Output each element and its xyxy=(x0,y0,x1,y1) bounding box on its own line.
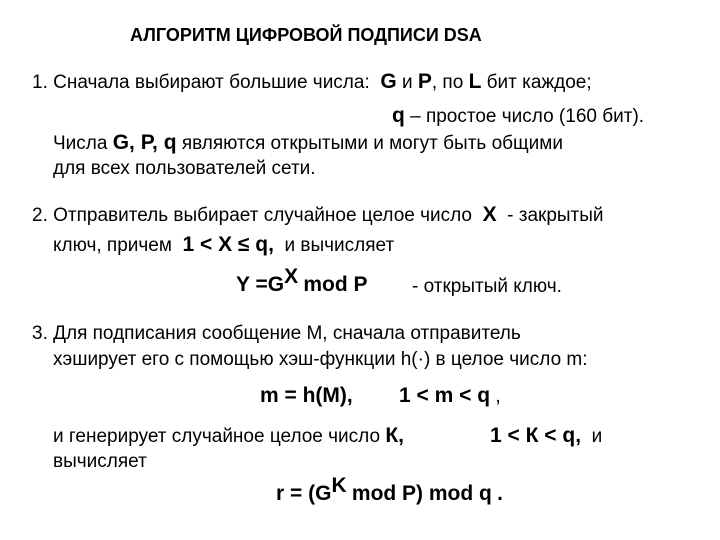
private-key-label: - закрытый xyxy=(507,205,604,226)
m-range xyxy=(399,384,501,409)
word-and-2: и xyxy=(591,426,603,447)
numbers-word: Числа xyxy=(53,133,108,154)
word-and: и xyxy=(401,72,413,93)
var-P: P xyxy=(417,70,432,93)
sender-chooses: 2. Отправитель выбирает случайное целое число xyxy=(32,205,472,226)
step3-line1: 3. Для подписания сообщение М, сначала отправитель xyxy=(32,323,521,344)
var-G: G xyxy=(380,70,397,93)
formula-m: m = h(M), xyxy=(260,384,353,407)
step1-line1 xyxy=(32,70,592,95)
public-vars: G, P, q xyxy=(112,131,177,154)
formula-r-right: mod P) mod q xyxy=(351,482,492,505)
word-by: , по xyxy=(431,72,464,93)
var-q: q xyxy=(392,104,405,127)
m-range-comma: , xyxy=(495,386,501,407)
formula-y-mod: mod P xyxy=(303,273,368,296)
var-K: К, xyxy=(385,424,404,447)
bits-each: бит каждое; xyxy=(486,72,592,93)
step1-line4: для всех пользователей сети. xyxy=(53,158,316,179)
public-key-formula xyxy=(236,265,368,298)
page-title: АЛГОРИТМ ЦИФРОВОЙ ПОДПИСИ DSA xyxy=(130,25,482,45)
public-key-note: - открытый ключ. xyxy=(412,276,562,297)
formula-y-left: Y =G xyxy=(236,273,285,296)
formula-y-exponent: X xyxy=(284,265,299,288)
formula-r-exponent: K xyxy=(331,474,347,497)
step1-intro: 1. Сначала выбирают большие числа: xyxy=(32,72,370,93)
step3-line4 xyxy=(53,424,404,449)
step1-line2 xyxy=(392,104,644,129)
formula-m-range: 1 < m < q xyxy=(399,384,491,407)
and-computes: и вычисляет xyxy=(284,235,395,256)
hash-formula xyxy=(260,384,353,409)
formula-r-left: r = (G xyxy=(276,482,332,505)
x-condition: 1 < X ≤ q, xyxy=(182,233,274,256)
var-X: X xyxy=(482,203,497,226)
step3-line2: хэширует его с помощью хэш-функции h(·) в целое число m: xyxy=(53,349,588,370)
public-desc: являются открытыми и могут быть общими xyxy=(181,133,563,154)
generates-text: и генерирует случайное целое число xyxy=(53,426,381,447)
step2-line2 xyxy=(53,233,394,258)
k-range xyxy=(490,424,602,449)
prime-desc: – простое число (160 бит). xyxy=(410,106,645,127)
step2-line1 xyxy=(32,203,604,228)
key-where: ключ, причем xyxy=(53,235,172,256)
formula-k-range: 1 < К < q, xyxy=(490,424,582,447)
step3-line5: вычисляет xyxy=(53,451,147,472)
signature-formula xyxy=(276,474,504,507)
step1-line3 xyxy=(53,131,563,156)
var-L: L xyxy=(468,70,482,93)
formula-r-tail: . xyxy=(497,482,504,505)
